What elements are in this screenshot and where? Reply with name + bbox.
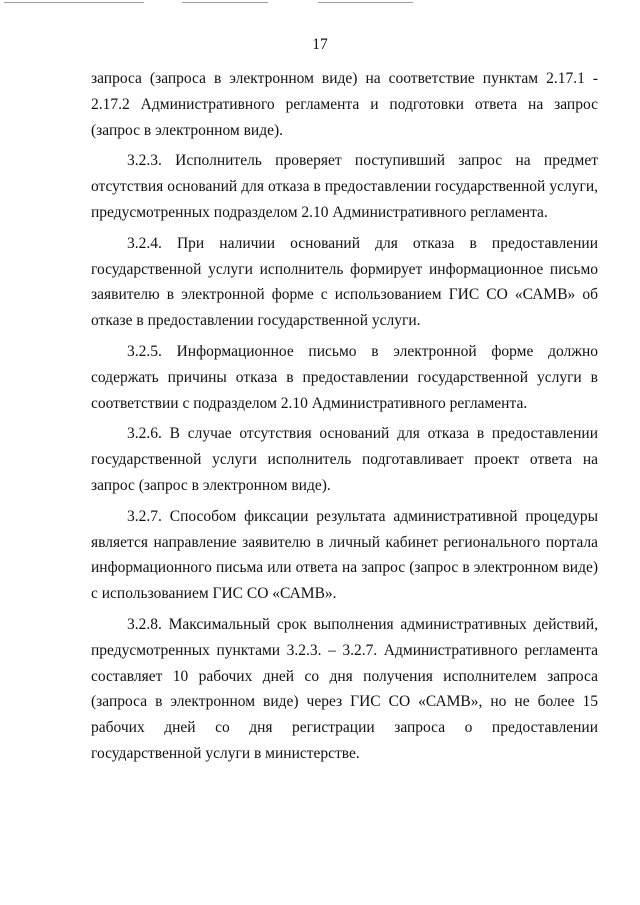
paragraph-3-2-4: 3.2.4. При наличии оснований для отказа в предоставлении государственной услуги исполнитель формирует информационное письмо заявителю в электронной форме с использованием ГИС СО «САМВ» об отказе в предоставлении государственной услуги. [91, 234, 598, 330]
top-rule-left [4, 2, 144, 3]
top-rule-right [318, 2, 413, 3]
document-body [91, 66, 598, 767]
page-number: 17 [312, 36, 328, 53]
paragraph-3-2-3: 3.2.3. Исполнитель проверяет поступивший запрос на предмет отсутствия оснований для отказа в предоставлении государственной услуги, предусмотренных подразделом 2.10 Административного регламента. [91, 152, 598, 221]
paragraph-3-2-6: 3.2.6. В случае отсутствия оснований для отказа в предоставлении государственной услуги исполнитель подготавливает проект ответа на запрос (запрос в электронном виде). [91, 425, 598, 494]
paragraph-3-2-7: 3.2.7. Способом фиксации результата административной процедуры является направление заявителю в личный кабинет регионального портала информационного письма или ответа на запрос (запрос в электронном виде) с использованием ГИС СО «САМВ». [91, 507, 598, 603]
top-rule-middle [182, 2, 268, 3]
paragraph-3-2-5: 3.2.5. Информационное письмо в электронной форме должно содержать причины отказа в предоставлении государственной услуги в соответствии с подразделом 2.10 Административного регламента. [91, 342, 598, 412]
paragraph-continuation: запроса (запроса в электронном виде) на соответствие пунктам 2.17.1 - 2.17.2 Административного регламента и подготовки ответа на запрос (запрос в электронном виде). [91, 70, 598, 139]
paragraph-3-2-8: 3.2.8. Максимальный срок выполнения административных действий, предусмотренных пунктами 3.2.3. – 3.2.7. Административного регламента составляет 10 рабочих дней со дня получения исполнителем запроса (запроса в электронном виде) через ГИС СО «САМВ», но не более 15 рабочих дней со дня регистрации запроса о предоставлении государственной услуги в министерстве. [91, 615, 598, 762]
